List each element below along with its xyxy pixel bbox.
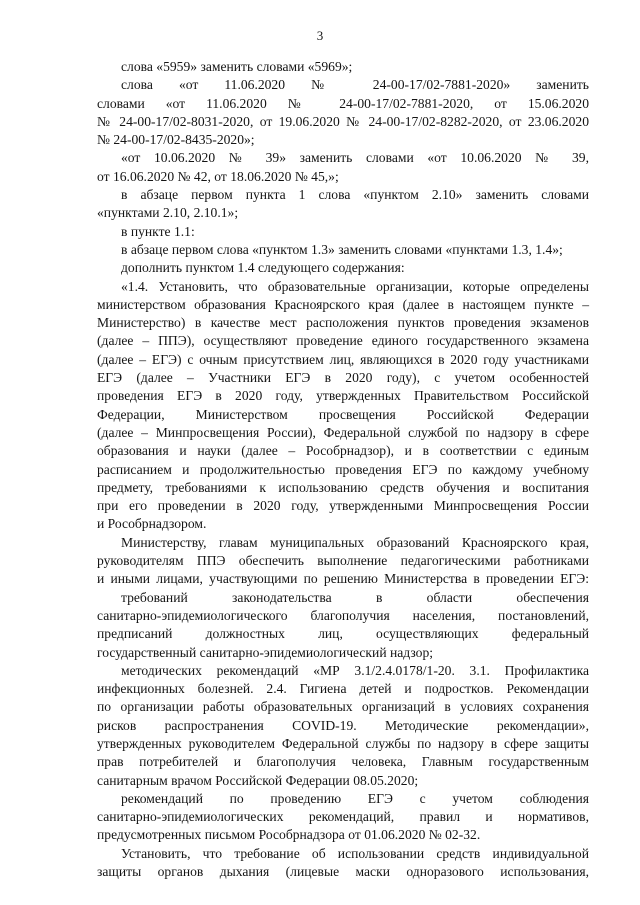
text-line: санитарно-эпидемиологических рекомендаций, правил и нормативов, <box>97 809 589 825</box>
text-line: министерством образования Красноярского края (далее в настоящем пункте – <box>97 296 589 312</box>
text-line: санитарным врачом Российской Федерации 08.05.2020; <box>97 772 419 788</box>
text-line: Министерству, главам муниципальных образований Красноярского края, <box>121 534 589 550</box>
text-line: Министерство) в качестве мест расположения пунктов проведения экзаменов <box>97 315 589 331</box>
text-line: ЕГЭ (далее – Участники ЕГЭ в 2020 году), с учетом особенностей <box>97 370 589 386</box>
text-line: дополнить пунктом 1.4 следующего содержания: <box>121 260 405 276</box>
text-line: от 16.06.2020 № 42, от 18.06.2020 № 45,»; <box>97 168 339 184</box>
text-line: № 24-00-17/02-8031-2020, от 19.06.2020 № 24-00-17/02-8282-2020, от 23.06.2020 <box>97 113 589 129</box>
text-line: «пунктами 2.10, 2.10.1»; <box>97 205 239 221</box>
page-number: 3 <box>316 28 324 43</box>
text-line: рекомендаций по проведению ЕГЭ с учетом соблюдения <box>121 790 589 806</box>
text-line: и Рособрнадзором. <box>97 516 207 532</box>
text-line: «1.4. Установить, что образовательные организации, которые определены <box>121 278 589 294</box>
text-line: санитарно-эпидемиологического благополучия населения, постановлений, <box>97 607 589 623</box>
text-line: Федерации, Министерством просвещения Российской Федерации <box>97 406 589 422</box>
text-line: предмету, требованиями к использованию средств обучения и воспитания <box>97 479 589 495</box>
text-line: методических рекомендаций «МР 3.1/2.4.0178/1-20. 3.1. Профилактика <box>121 662 589 678</box>
text-line: государственный санитарно-эпидемиологический надзор; <box>97 644 434 660</box>
text-line: расписанием и продолжительностью проведения ЕГЭ по каждому учебному <box>97 461 589 477</box>
text-line: при его проведении в 2020 году, утвержденными Минпросвещения России <box>97 498 589 514</box>
text-line: по организации работы образовательных организаций в условиях сохранения <box>97 699 589 715</box>
text-line: (далее – Минпросвещения России), Федеральной службой по надзору в сфере <box>97 424 589 440</box>
text-line: предписаний должностных лиц, осуществляющих федеральный <box>97 626 589 642</box>
text-line: «от 10.06.2020 № 39» заменить словами «от 10.06.2020 № 39, <box>121 150 589 166</box>
text-line: слова «5959» заменить словами «5969»; <box>121 59 353 74</box>
text-line: в абзаце первом слова «пунктом 1.3» заменить словами «пунктами 1.3, 1.4»; <box>121 241 563 257</box>
text-line: № 24-00-17/02-8435-2020»; <box>97 132 255 148</box>
text-line: предусмотренных письмом Рособрнадзора от 01.06.2020 № 02-32. <box>97 827 481 843</box>
text-line: проведения ЕГЭ в 2020 году, утвержденных Правительством Российской <box>97 388 589 404</box>
text-line: защиты органов дыхания (лицевые маски одноразового использования, <box>97 864 589 880</box>
text-line: в пункте 1.1: <box>121 223 195 239</box>
text-line: руководителям ППЭ обеспечить выполнение педагогическими работниками <box>97 553 589 569</box>
text-line: требований законодательства в области обеспечения <box>121 589 589 605</box>
text-line: прав потребителей и благополучия человека, Главным государственным <box>97 754 589 770</box>
text-line: Установить, что требование об использовании средств индивидуальной <box>121 845 589 861</box>
text-line: образования и науки (далее – Рособрнадзор), и в соответствии с единым <box>97 443 589 459</box>
text-line: (далее – ППЭ), осуществляют проведение единого государственного экзамена <box>97 333 589 349</box>
text-line: и иными лицами, участвующими по решению Министерства в проведении ЕГЭ: <box>97 571 589 587</box>
text-line: в абзаце первом пункта 1 слова «пунктом 2.10» заменить словами <box>121 187 589 203</box>
text-line: инфекционных болезней. 2.4. Гигиена детей и подростков. Рекомендации <box>97 681 589 697</box>
document-body <box>97 58 589 881</box>
text-line: словами «от 11.06.2020 № 24-00-17/02-7881-2020, от 15.06.2020 <box>97 95 589 111</box>
text-line: рисков распространения COVID-19. Методические рекомендации», <box>97 717 589 733</box>
text-line: утвержденных руководителем Федеральной службы по надзору в сфере защиты <box>97 735 589 751</box>
text-line: слова «от 11.06.2020 № 24-00-17/02-7881-2020» заменить <box>121 77 589 93</box>
text-line: (далее – ЕГЭ) с очным присутствием лиц, являющихся в 2020 году участниками <box>97 351 589 367</box>
